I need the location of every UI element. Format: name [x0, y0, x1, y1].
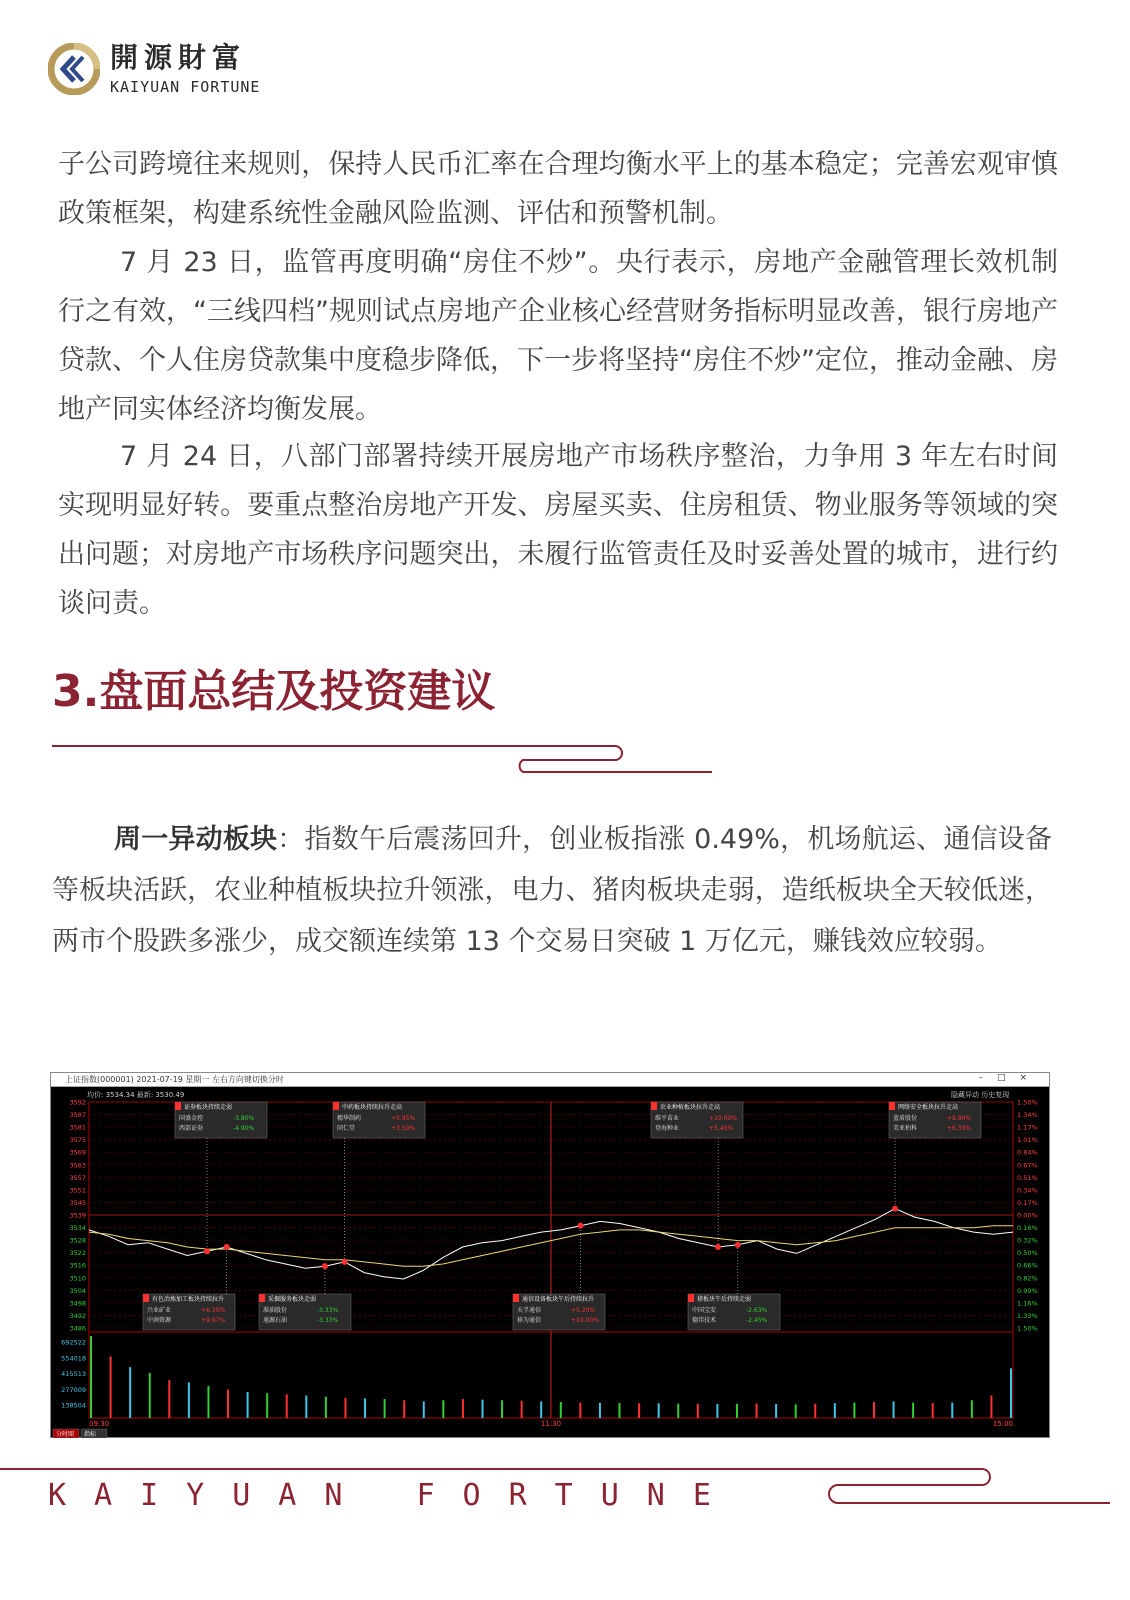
- price-tick-label: 3539: [69, 1211, 86, 1220]
- annotation-stock-change: +5.20%: [571, 1307, 596, 1314]
- volume-tick-label: 138504: [61, 1401, 86, 1410]
- annotation-stock-name: 蓝盾股份: [893, 1115, 918, 1122]
- annotation-title: 网络安全板块拉升走高: [898, 1104, 959, 1111]
- annotation-stock-name: 德邦技术: [692, 1317, 717, 1324]
- paragraph-3: 7 月 24 日，八部门部署持续开展房地产市场秩序整治，力争用 3 年左右时间实现明显好转。要重点整治房地产开发、房屋买卖、住房租赁、物业服务等领域的突出问题；对房地产市场秩序问题突出，未履行监管责任及时妥善处置的城市，进行约谈问责。: [58, 441, 1058, 619]
- annotation-stock-name: 登海种业: [655, 1125, 680, 1132]
- price-tick-label: 3498: [69, 1299, 86, 1308]
- pct-tick-label: 0.99%: [1017, 1286, 1038, 1295]
- pct-tick-label: 0.32%: [1017, 1236, 1038, 1245]
- volume-tick-label: 692522: [61, 1338, 86, 1347]
- annotation-flag-icon: [175, 1102, 181, 1110]
- price-tick-label: 3534: [69, 1224, 86, 1233]
- annotation-stock-change: +5.45%: [709, 1125, 734, 1132]
- price-tick-label: 3504: [69, 1286, 86, 1295]
- pct-tick-label: 1.17%: [1017, 1123, 1038, 1132]
- chart-tab-label: 分时图: [56, 1431, 75, 1438]
- annotation-stock-change: +9.90%: [947, 1115, 972, 1122]
- price-tick-label: 3551: [69, 1186, 86, 1195]
- chart-titlebar: [51, 1073, 1049, 1087]
- annotation-stock-name: 美亚柏科: [893, 1125, 918, 1132]
- price-tick-label: 3528: [69, 1236, 86, 1245]
- pct-tick-label: 1.34%: [1017, 1111, 1038, 1120]
- annotation-stock-name: 通源石油: [263, 1317, 288, 1324]
- price-tick-label: 3575: [69, 1136, 86, 1145]
- intraday-chart: [51, 1088, 1051, 1438]
- annotation-flag-icon: [513, 1294, 519, 1302]
- price-tick-label: 3592: [69, 1098, 86, 1107]
- volume-tick-label: 554018: [61, 1354, 86, 1363]
- brand-logo: [48, 42, 260, 96]
- price-tick-label: 3545: [69, 1198, 86, 1207]
- pct-tick-label: 0.50%: [1017, 1249, 1038, 1258]
- price-tick-label: 3522: [69, 1249, 86, 1258]
- annotation-stock-change: +5.95%: [391, 1115, 416, 1122]
- annotation-stock-change: -2.63%: [746, 1307, 768, 1314]
- logo-chinese-name: 開源財富: [110, 41, 247, 74]
- annotation-stock-name: 天孚通信: [517, 1307, 542, 1314]
- time-tick-label: 09:30: [89, 1420, 110, 1428]
- volume-tick-label: 277009: [61, 1385, 86, 1394]
- logo-english-name: KAIYUAN FORTUNE: [110, 78, 261, 96]
- annotation-stock-change: +10.00%: [709, 1115, 737, 1122]
- chart-tab-label: 指标: [84, 1431, 97, 1438]
- annotation-stock-change: -3.33%: [317, 1307, 339, 1314]
- pct-tick-label: 0.17%: [1017, 1198, 1038, 1207]
- price-tick-label: 3569: [69, 1148, 86, 1157]
- annotation-stock-change: -3.33%: [317, 1317, 339, 1324]
- annotation-stock-name: 中润资源: [147, 1317, 172, 1324]
- paragraph-1: 子公司跨境往来规则，保持人民币汇率在合理均衡水平上的基本稳定；完善宏观审慎政策框架，构建系统性金融风险监测、评估和预警机制。: [58, 149, 1058, 229]
- pct-tick-label: 0.67%: [1017, 1161, 1038, 1170]
- intraday-chart-window: [50, 1072, 1050, 1438]
- price-tick-label: 3492: [69, 1311, 86, 1320]
- pct-tick-label: 1.16%: [1017, 1299, 1038, 1308]
- paragraph-2: 7 月 23 日，监管再度明确“房住不炒”。央行表示，房地产金融管理长效机制行之有效，“三线四档”规则试点房地产企业核心经营财务指标明显改善，银行房地产贷款、个人住房贷款集中度稳步降低，下一步将坚持“房住不炒”定位，推动金融、房地产同实体经济均衡发展。: [58, 247, 1058, 425]
- annotation-stock-change: +9.97%: [201, 1317, 226, 1324]
- annotation-marker: [224, 1244, 230, 1250]
- annotation-flag-icon: [651, 1102, 657, 1110]
- price-tick-label: 3516: [69, 1261, 86, 1270]
- annotation-stock-name: 准油股份: [263, 1307, 288, 1314]
- chart-info-left: 均价: 3534.34 最新: 3530.49: [87, 1091, 185, 1099]
- pct-tick-label: 1.50%: [1017, 1324, 1038, 1333]
- annotation-flag-icon: [688, 1294, 694, 1302]
- pct-tick-label: 0.00%: [1017, 1211, 1038, 1220]
- price-tick-label: 3581: [69, 1123, 86, 1132]
- annotation-stock-change: +6.35%: [201, 1307, 226, 1314]
- annotation-title: 有色冶炼加工板块持续拉升: [152, 1296, 225, 1303]
- annotation-stock-change: -4.90%: [233, 1125, 255, 1132]
- time-tick-label: 15:00: [992, 1420, 1013, 1428]
- pct-tick-label: 0.84%: [1017, 1148, 1038, 1157]
- annotation-marker: [577, 1223, 583, 1229]
- annotation-stock-change: -3.80%: [233, 1115, 255, 1122]
- section-title: 3.盘面总结及投资建议: [52, 666, 496, 717]
- footer-brand-text: KAIYUAN FORTUNE: [48, 1478, 739, 1513]
- pct-tick-label: 1.50%: [1017, 1098, 1038, 1107]
- price-tick-label: 3563: [69, 1161, 86, 1170]
- time-tick-label: 11:30: [540, 1420, 562, 1428]
- annotation-stock-name: 国盛金控: [179, 1115, 204, 1122]
- volume-tick-label: 415513: [61, 1370, 86, 1378]
- annotation-marker: [892, 1206, 898, 1212]
- lead-bold-label: 周一异动板块: [114, 824, 278, 855]
- annotation-marker: [322, 1263, 328, 1269]
- annotation-title: 猪板块午后持续走弱: [697, 1296, 752, 1303]
- annotation-stock-change: -2.45%: [746, 1317, 768, 1324]
- annotation-flag-icon: [143, 1294, 149, 1302]
- annotation-stock-name: 兴业矿业: [147, 1307, 172, 1314]
- kaiyuan-logo-icon: [48, 43, 100, 95]
- price-tick-label: 3510: [69, 1274, 86, 1283]
- annotation-marker: [735, 1242, 741, 1248]
- section-lead-paragraph: [52, 814, 1052, 967]
- price-tick-label: 3557: [69, 1173, 86, 1182]
- annotation-flag-icon: [259, 1294, 265, 1302]
- annotation-stock-change: +6.33%: [947, 1125, 972, 1132]
- pct-tick-label: 1.33%: [1017, 1311, 1038, 1320]
- annotation-marker: [342, 1259, 348, 1265]
- annotation-stock-name: 移为通信: [517, 1317, 542, 1324]
- annotation-stock-change: +3.50%: [391, 1125, 416, 1132]
- price-tick-label: 3587: [69, 1111, 86, 1120]
- pct-tick-label: 1.01%: [1017, 1136, 1038, 1145]
- annotation-title: 证券板块持续走弱: [184, 1104, 233, 1111]
- annotation-title: 中药板块持续拉升走高: [342, 1104, 403, 1111]
- pct-tick-label: 0.66%: [1017, 1261, 1038, 1270]
- lead-text: ：指数午后震荡回升，创业板指涨 0.49%，机场航运、通信设备等板块活跃，农业种植板块拉升领涨，电力、猪肉板块走弱，造纸板块全天较低迷，两市个股跌多涨少，成交额连续第 13 个交易日突破 1 万亿元，赚钱效应较弱。: [52, 824, 1052, 957]
- chart-window-title: 上证指数(000001) 2021-07-19 星期一 左右方向键切换分时: [65, 1075, 284, 1084]
- price-tick-label: 3486: [69, 1324, 86, 1333]
- annotation-stock-name: 西部证券: [179, 1125, 204, 1132]
- annotation-stock-name: 中国宝安: [692, 1307, 717, 1314]
- pct-tick-label: 0.16%: [1017, 1224, 1038, 1233]
- pct-tick-label: 0.82%: [1017, 1274, 1038, 1283]
- section-title-underline: [52, 735, 722, 775]
- pct-tick-label: 0.51%: [1017, 1173, 1038, 1182]
- annotation-title: 农业种植板块拉升走高: [660, 1104, 721, 1111]
- annotation-flag-icon: [333, 1102, 339, 1110]
- annotation-stock-name: 同仁堂: [337, 1125, 356, 1132]
- annotation-marker: [204, 1248, 210, 1254]
- annotation-title: 通信设备板块午后持续拉升: [522, 1296, 595, 1303]
- annotation-title: 采掘服务板块走弱: [268, 1296, 317, 1303]
- annotation-flag-icon: [889, 1102, 895, 1110]
- annotation-stock-change: +10.00%: [571, 1317, 599, 1324]
- pct-tick-label: 0.34%: [1017, 1186, 1038, 1195]
- chart-info-right: 隐藏异动 历史复现: [951, 1091, 1010, 1099]
- window-controls[interactable]: –□×: [978, 1073, 1041, 1083]
- annotation-stock-name: 维平苗业: [655, 1115, 680, 1122]
- annotation-marker: [715, 1244, 721, 1250]
- annotation-stock-name: 精华制药: [337, 1115, 362, 1122]
